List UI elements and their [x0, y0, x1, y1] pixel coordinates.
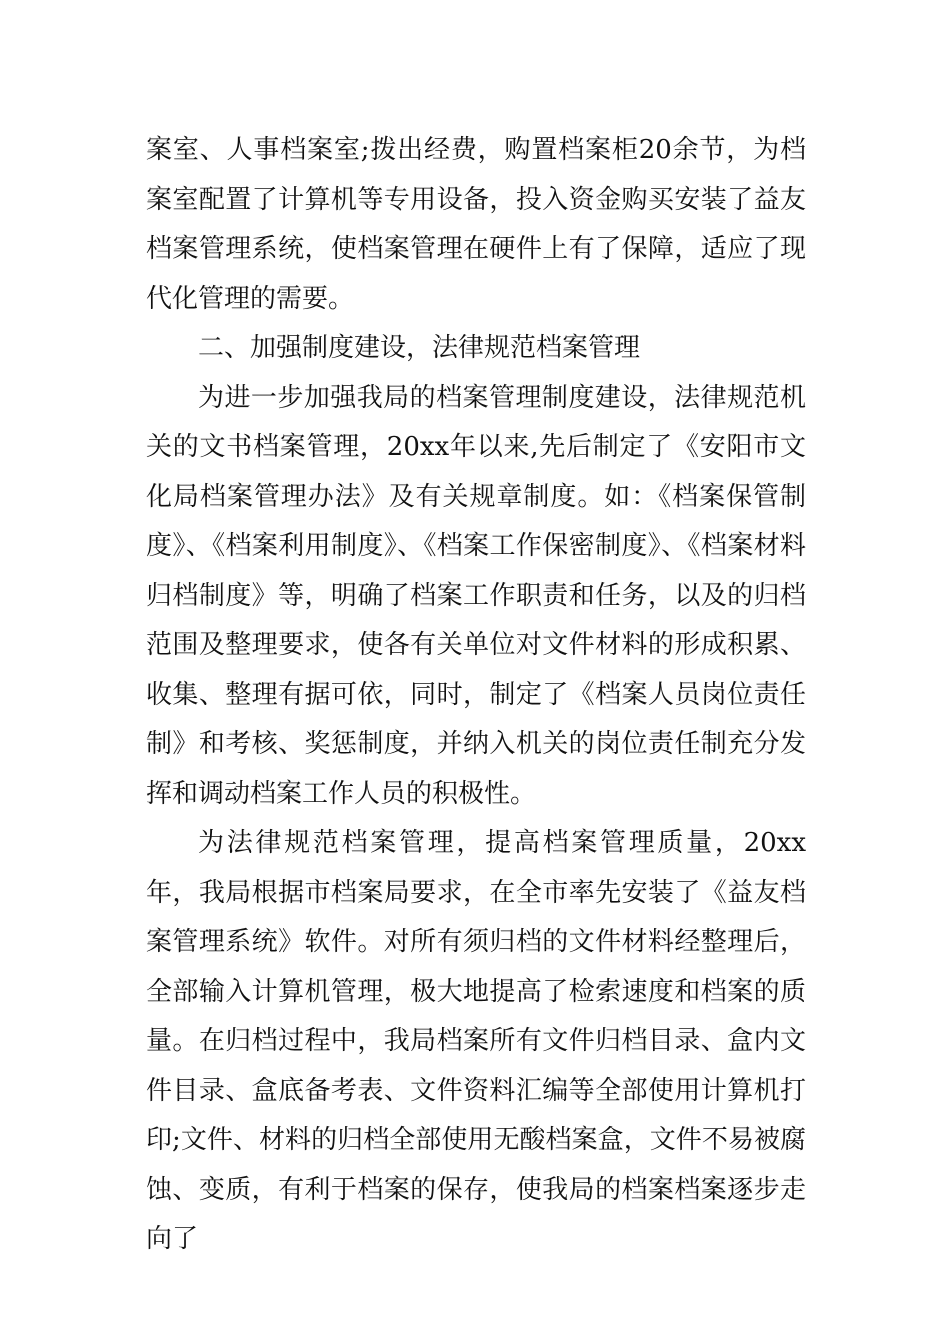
body-text [146, 126, 806, 1265]
paragraph-regulations: 为进一步加强我局的档案管理制度建设，法律规范机关的文书档案管理，20xx年以来,先后制定了《安阳市文化局档案管理办法》及有关规章制度。如：《档案保管制度》、《档案利用制度》、《档案工作保密制度》、《档案材料归档制度》等，明确了档案工作职责和任务，以及的归档范围及整理要求，使各有关单位对文件材料的形成积累、收集、整理有据可依，同时，制定了《档案人员岗位责任制》和考核、奖惩制度，并纳入机关的岗位责任制充分发挥和调动档案工作人员的积极性。 [146, 382, 806, 809]
paragraph-software: 为法律规范档案管理，提高档案管理质量，20xx年，我局根据市档案局要求，在全市率先安装了《益友档案管理系统》软件。对所有须归档的文件材料经整理后，全部输入计算机管理，极大地提高了检索速度和档案的质量。在归档过程中，我局档案所有文件归档目录、盒内文件目录、盒底备考表、文件资料汇编等全部使用计算机打印;文件、材料的归档全部使用无酸档案盒，文件不易被腐蚀、变质，有利于档案的保存，使我局的档案档案逐步走向了 [146, 828, 806, 1254]
section-heading: 二、加强制度建设，法律规范档案管理 [198, 333, 641, 363]
paragraph-continuation: 案室、人事档案室;拨出经费，购置档案柜20余节，为档案室配置了计算机等专用设备，投入资金购买安装了益友档案管理系统，使档案管理在硬件上有了保障，适应了现代化管理的需要。 [146, 135, 806, 314]
